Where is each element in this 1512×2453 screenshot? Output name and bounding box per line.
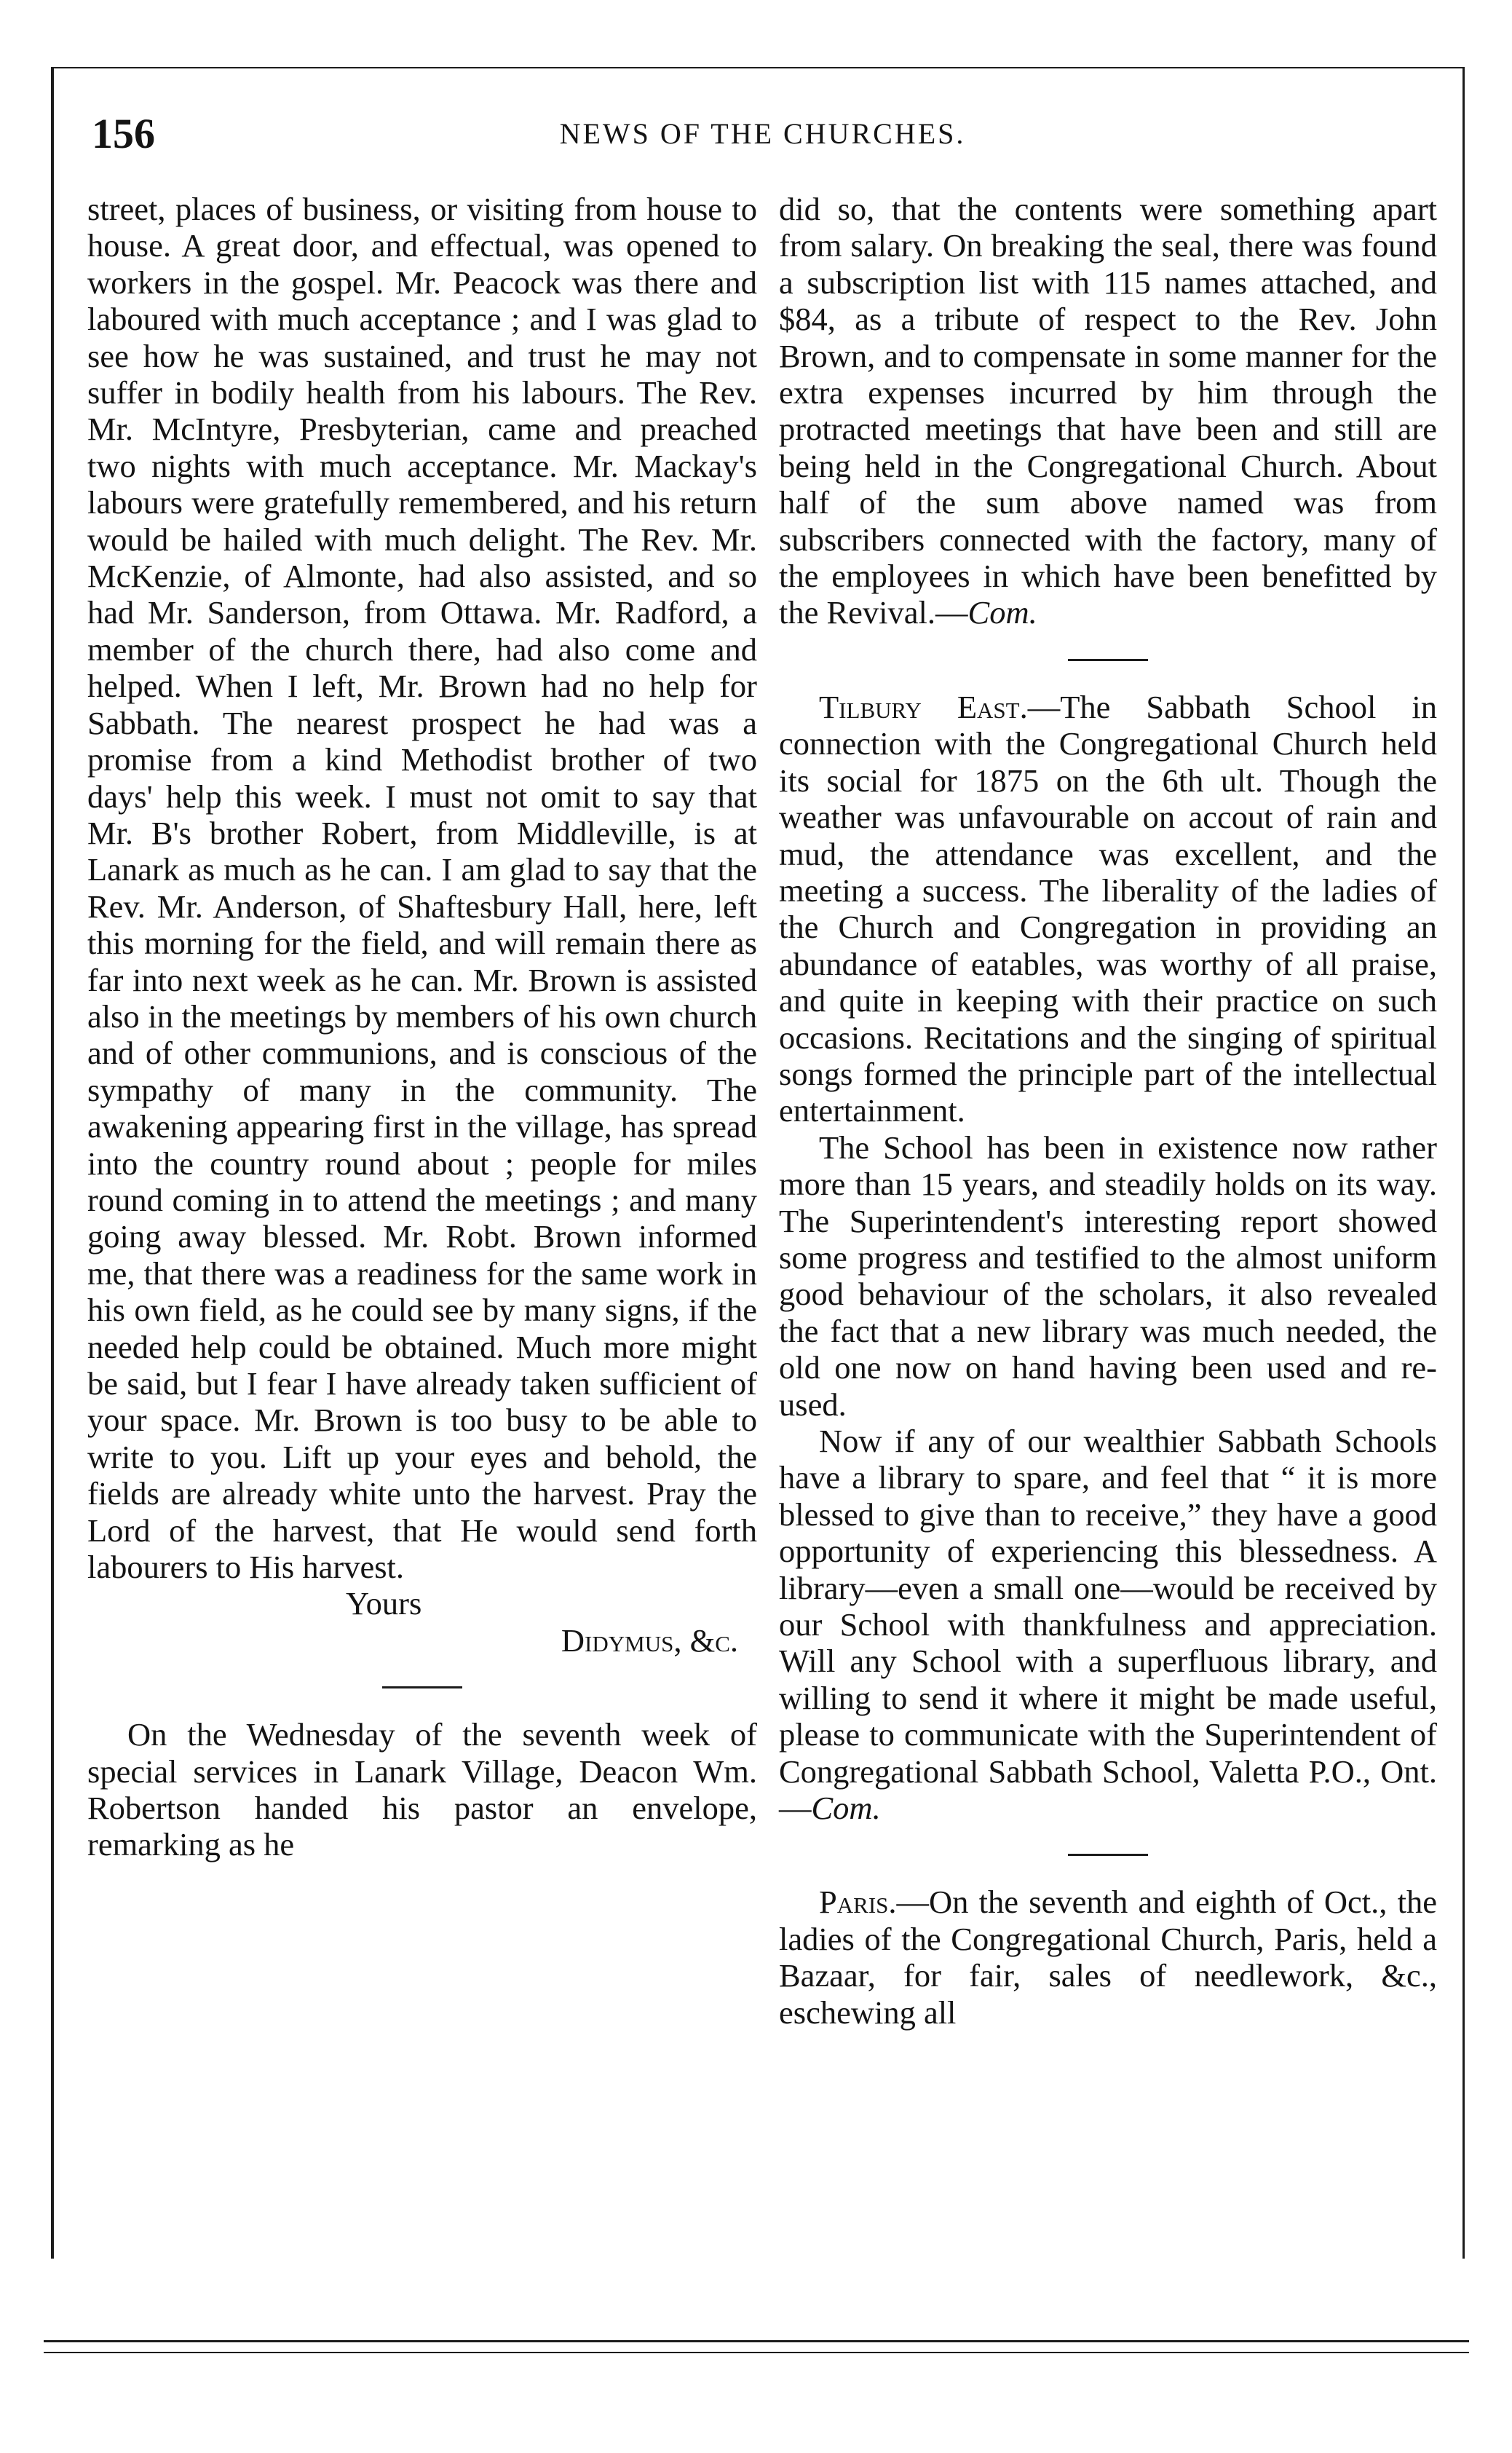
left-column (87, 191, 757, 1863)
page-frame (51, 67, 1465, 2259)
letter-closing: Yours (346, 1585, 422, 1622)
tilbury-credit: Com. (811, 1790, 881, 1827)
paris-paragraph (779, 1884, 1437, 2031)
tilbury-text-1: —The Sabbath School in connection with the Congregational Church held its social for 1875 on the 6th ult. Though the weather was unfavourable on accout of rain and mud, the attendance was excellent, and the meeting a success. The liberality of the ladies of the Church and Congregation in providing an abundance of eatables, was worthy of all praise, and quite in keeping with their practice on such occasions. Recitations and the singing of spiritual songs formed the principle part of the intellectual entertainment. (779, 688, 1437, 1129)
bottom-rule-thin (44, 2352, 1469, 2353)
paris-text: —On the seventh and eighth of Oct., the ladies of the Congregational Church, Paris, held a Bazaar, for fair, sales of needlework, &c., eschewing all (779, 1884, 1437, 2031)
page-number: 156 (92, 110, 155, 157)
tilbury-paragraph-3 (779, 1423, 1437, 1826)
tilbury-paragraph-1 (779, 689, 1437, 1129)
subscription-credit: Com. (967, 594, 1037, 631)
section-divider (1068, 1854, 1148, 1856)
page-header (92, 109, 1433, 167)
lanark-letter-paragraph: street, places of business, or visiting from house to house. A great door, and effectual, was opened to workers in the gospel. Mr. Peacock was there and laboured with much acceptance ; and I was glad to see how he was sustained, and trust he may not suffer in bodily health from his labours. The Rev. Mr. McIntyre, Presbyterian, came and preached two nights with much acceptance. Mr. Mackay's labours were gratefully remembered, and his return would be hailed with much delight. The Rev. Mr. McKenzie, of Almonte, had also assisted, and so had Mr. Sanderson, from Ottawa. Mr. Radford, a member of the church there, had also come and helped. When I left, Mr. Brown had no help for Sabbath. The nearest prospect he had was a promise from a kind Methodist brother of two days' help this week. I must not omit to say that Mr. B's brother Robert, from Middleville, is at Lanark as much as he can. I am glad to say that the Rev. Mr. Anderson, of Shaftesbury Hall, here, left this morning for the field, and will remain there as far into next week as he can. Mr. Brown is assisted also in the meetings by members of his own church and of other communions, and is conscious of the sympathy of many in the community. The awakening appearing first in the village, has spread into the country round about ; people for miles round coming in to attend the meetings ; and many going away blessed. Mr. Robt. Brown informed me, that there was a readiness for the same work in his own field, as he could see by many signs, if the needed help could be obtained. Much more might be said, but I fear I have already taken sufficient of your space. Mr. Brown is too busy to be able to write to you. Lift up your eyes and behold, the fields are already white unto the harvest. Pray the Lord of the harvest, that He would send forth labourers to His harvest. (87, 191, 757, 1586)
section-divider (1068, 659, 1148, 661)
tilbury-paragraph-2: The School has been in existence now rather more than 15 years, and steadily holds on its way. The Superintendent's interesting report showed some progress and testified to the almost uniform good behaviour of the scholars, it also revealed the fact that a new library was much needed, the old one now on hand having been used and re-used. (779, 1129, 1437, 1423)
bottom-rule (44, 2340, 1469, 2342)
subscription-text: did so, that the contents were something apart from salary. On breaking the seal, there was found a subscription list with 115 names attached, and $84, as a tribute of respect to the Rev. John Brown, and to compensate in some manner for the extra expenses incurred by him through the protracted meetings that have been and still are being held in the Congregational Church. About half of the sum above named was from subscribers connected with the factory, many of the employees in which have been benefitted by the Revival.— (779, 191, 1437, 631)
right-column (779, 191, 1437, 2031)
paris-heading: Paris. (819, 1884, 897, 1921)
tilbury-text-3: Now if any of our wealthier Sabbath Schools have a library to spare, and feel that “ it is more blessed to give than to receive,” they have a good opportunity of experiencing this blessedness. A library—even a small one—would be received by our School with thankfulness and appreciation. Will any School with a superfluous library, and willing to send it where it might be made useful, please to communicate with the Superintendent of Congregational Sabbath School, Valetta P.O., Ont.— (779, 1423, 1437, 1827)
tilbury-heading: Tilbury East. (819, 688, 1028, 725)
robertson-paragraph: On the Wednesday of the seventh week of special services in Lanark Village, Deacon Wm. Robertson handed his pastor an envelope, remarking as he (87, 1716, 757, 1863)
letter-signature: Didymus, &c. (561, 1621, 738, 1659)
section-divider (382, 1686, 462, 1688)
running-title: NEWS OF THE CHURCHES. (559, 117, 966, 150)
subscription-paragraph (779, 191, 1437, 631)
